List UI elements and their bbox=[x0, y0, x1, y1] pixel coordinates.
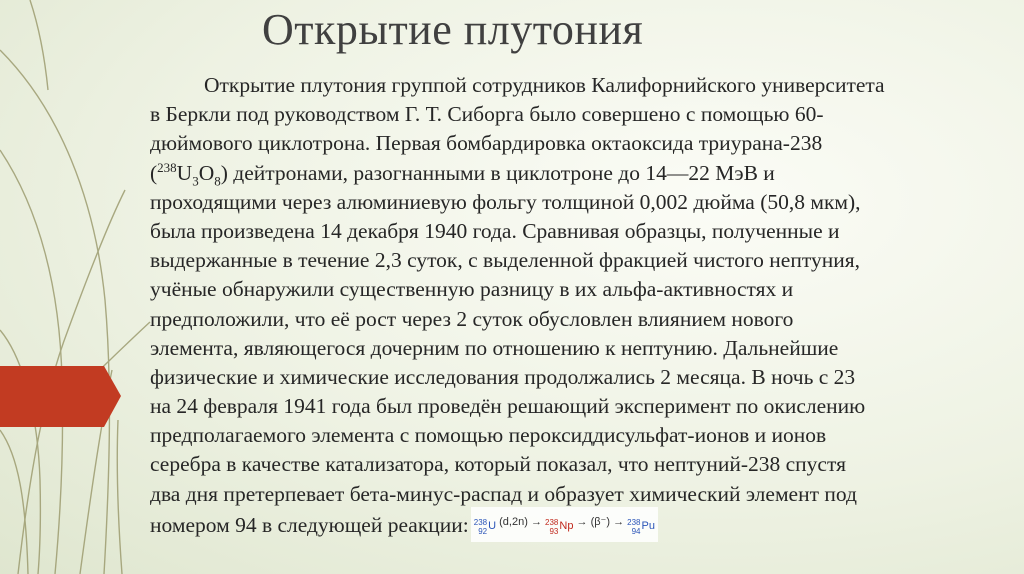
text-fragment: ) дейтронами, разогнанными в циклотроне до 14—22 МэВ и bbox=[220, 160, 775, 185]
text-line: на 24 февраля 1941 года был проведён решающий эксперимент по окислению bbox=[150, 394, 866, 419]
np-symbol: Np bbox=[559, 520, 574, 533]
text-line: физические и химические исследования продолжались 2 месяца. В ночь с 23 bbox=[150, 364, 856, 389]
element-symbol: O bbox=[198, 160, 215, 185]
neptunium-nuclide bbox=[545, 512, 573, 541]
text-line: два дня претерпевает бета-минус-распад и образует химический элемент под bbox=[150, 481, 857, 506]
text-line-last bbox=[150, 509, 1010, 538]
reaction-equation bbox=[471, 507, 658, 543]
np-mass: 238 bbox=[545, 517, 559, 527]
pu-z: 94 bbox=[631, 526, 641, 536]
text-line: Открытие плутония группой сотрудников Калифорнийского университета bbox=[204, 73, 885, 97]
text-line: серебра в качестве катализатора, который показал, что нептуний-238 спустя bbox=[150, 452, 846, 477]
slide-title: Открытие плутония bbox=[262, 5, 644, 54]
element-symbol: U bbox=[176, 160, 193, 185]
text-fragment: номером 94 в следующей реакции: bbox=[150, 512, 469, 537]
text-line-formula bbox=[150, 159, 1010, 188]
arrow-icon: → bbox=[613, 515, 625, 528]
deco-line bbox=[117, 420, 122, 574]
subscript: 3 bbox=[192, 172, 199, 188]
deco-line bbox=[0, 50, 109, 574]
subscript: 8 bbox=[214, 172, 221, 188]
u-z: 92 bbox=[478, 526, 488, 536]
deco-line bbox=[30, 0, 48, 90]
decay-type: (β⁻) bbox=[590, 515, 611, 528]
u-symbol: U bbox=[488, 520, 497, 533]
uranium-nuclide bbox=[474, 512, 496, 541]
text-line: предположили, что её рост через 2 суток обусловлен влиянием нового bbox=[150, 306, 794, 331]
body-paragraph bbox=[150, 71, 1010, 538]
text-line: проходящими через алюминиевую фольгу толщиной 0,002 дюйма (50,8 мкм), bbox=[150, 189, 861, 214]
mass-number: 238 bbox=[157, 159, 177, 175]
reaction-type: (d,2n) bbox=[499, 515, 528, 528]
deco-line bbox=[0, 430, 28, 574]
text-line: предполагаемого элемента с помощью пероксиддисульфат-ионов и ионов bbox=[150, 423, 827, 448]
plutonium-nuclide bbox=[627, 512, 655, 541]
arrow-icon: → bbox=[576, 515, 588, 528]
text-line: была произведена 14 декабря 1940 года. Сравнивая образцы, полученные и bbox=[150, 218, 840, 243]
text-line: в Беркли под руководством Г. Т. Сиборга было совершено с помощью 60- bbox=[150, 102, 824, 127]
u-mass: 238 bbox=[473, 517, 488, 527]
pu-symbol: Pu bbox=[641, 520, 655, 533]
deco-line bbox=[0, 150, 63, 574]
text-line: дюймового циклотрона. Первая бомбардировка октаоксида триурана-238 bbox=[150, 131, 823, 156]
red-accent-arrow bbox=[0, 366, 121, 427]
paren-open: ( bbox=[150, 160, 158, 185]
text-line: учёные обнаружили существенную разницу в их альфа-активностях и bbox=[150, 277, 794, 302]
arrow-icon: → bbox=[530, 515, 542, 528]
pu-mass: 238 bbox=[627, 517, 641, 527]
text-line: элемента, являющегося дочерним по отношению к нептунию. Дальнейшие bbox=[150, 335, 839, 360]
np-z: 93 bbox=[549, 526, 559, 536]
text-line: выдержанные в течение 2,3 суток, с выделенной фракцией чистого нептуния, bbox=[150, 248, 860, 273]
